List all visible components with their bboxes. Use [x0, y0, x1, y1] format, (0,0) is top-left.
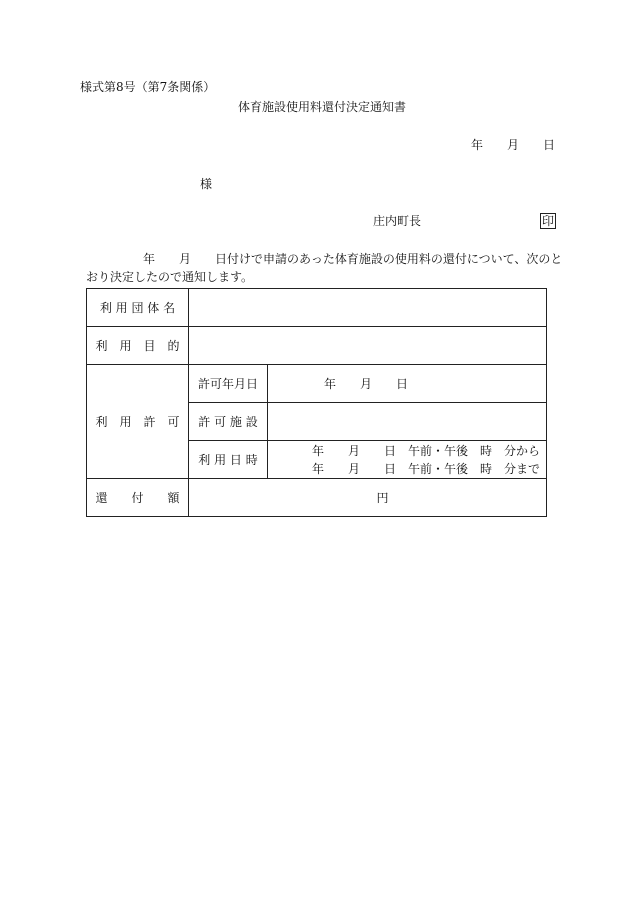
- purpose-value[interactable]: [189, 327, 547, 365]
- refund-label: 還 付 額: [87, 479, 189, 517]
- issue-date: [471, 138, 555, 152]
- document-title: 体育施設使用料還付決定通知書: [238, 100, 407, 114]
- permit-date-label: 許可年月日: [189, 365, 268, 403]
- issue-date-year: 年: [471, 138, 484, 152]
- row-permit-date: [87, 365, 547, 403]
- usage-to-line: 年 月 日 午前・午後 時 分まで: [311, 461, 540, 476]
- row-purpose: [87, 327, 547, 365]
- permit-date-value[interactable]: [268, 365, 547, 403]
- permit-facility-label: 許 可 施 設: [189, 403, 268, 441]
- usage-datetime-value[interactable]: [268, 441, 547, 479]
- purpose-label: 利 用 目 的: [87, 327, 189, 365]
- permission-label: 利 用 許 可: [87, 365, 189, 479]
- refund-unit: 円: [376, 490, 389, 505]
- group-name-label: 利 用 団 体 名: [87, 289, 189, 327]
- row-group-name: [87, 289, 547, 327]
- row-refund-amount: [87, 479, 547, 517]
- body-line-1: [143, 252, 562, 266]
- issue-date-day: 日: [543, 138, 556, 152]
- refund-form-table: [86, 288, 547, 517]
- seal-text: 印: [542, 214, 555, 228]
- usage-datetime-label: 利 用 日 時: [189, 441, 268, 479]
- refund-amount-value[interactable]: [189, 479, 547, 517]
- permit-facility-value[interactable]: [268, 403, 547, 441]
- body-month: 月: [179, 252, 192, 266]
- group-name-value[interactable]: [189, 289, 547, 327]
- body-line-2: おり決定したので通知します。: [86, 270, 254, 284]
- body-year: 年: [143, 252, 156, 266]
- seal-mark: [540, 213, 556, 229]
- form-number: 様式第8号（第7条関係）: [80, 80, 216, 94]
- permit-date-year: 年: [324, 376, 337, 391]
- permit-date-day: 日: [396, 376, 409, 391]
- issue-date-month: 月: [507, 138, 520, 152]
- permit-date-month: 月: [360, 376, 373, 391]
- recipient-suffix: 様: [200, 177, 213, 191]
- body-line-1-text: 日付けで申請のあった体育施設の使用料の還付について、次のと: [215, 252, 563, 266]
- issuer-name: 庄内町長: [373, 214, 422, 228]
- usage-from-line: 年 月 日 午前・午後 時 分から: [311, 443, 540, 458]
